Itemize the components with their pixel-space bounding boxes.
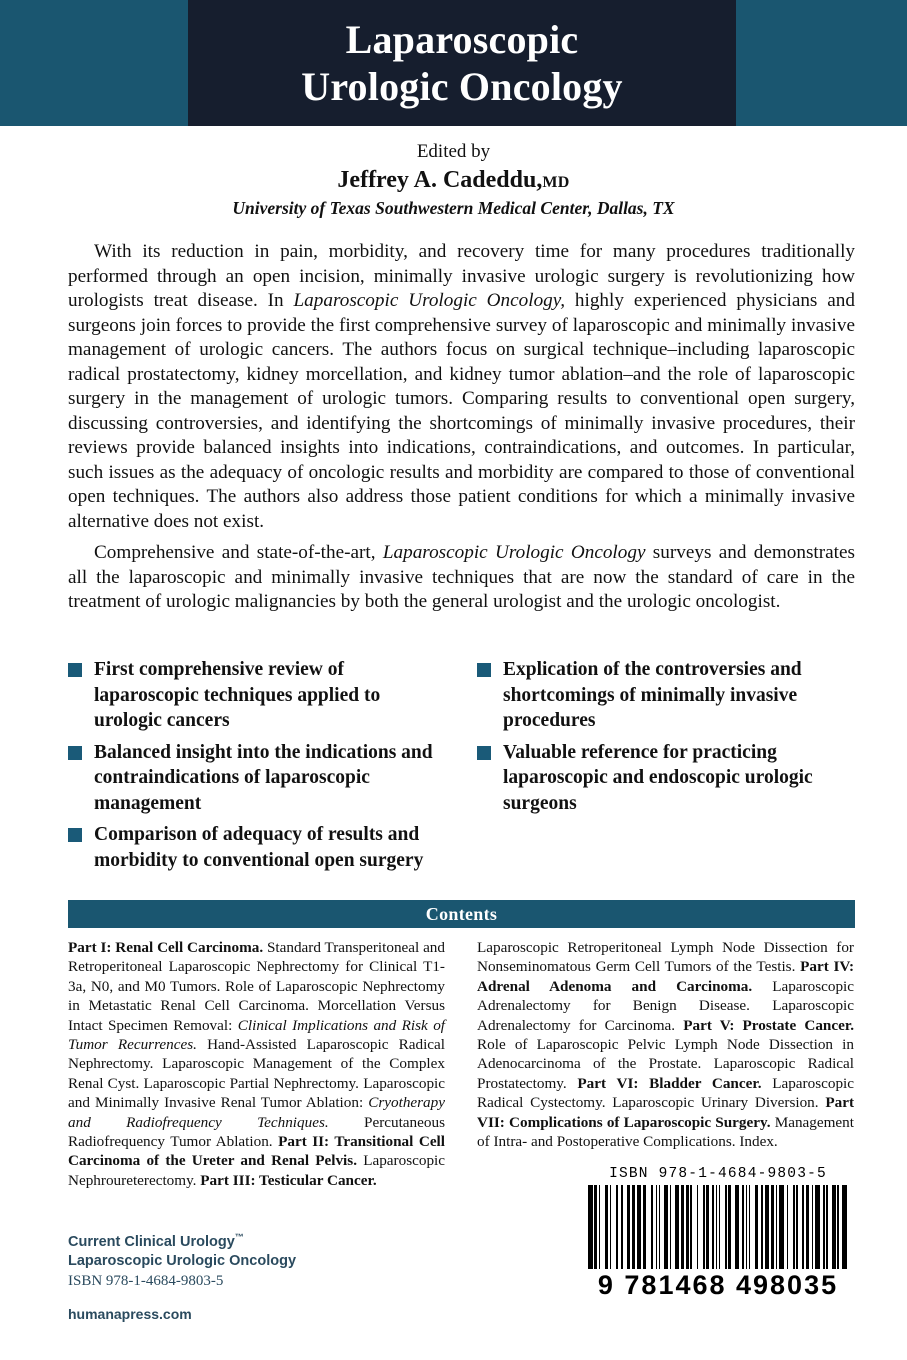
blurb-p2-part-b: surveys and demonstrates all the laparoscopic and minimally invasive techniques that are now the standard of care in the treatment of urologic malignancies by both the general urologist and the urologic oncologist. <box>68 542 855 612</box>
trademark-symbol: ™ <box>234 1232 244 1242</box>
contents-run: Clinical Implications and Risk of Tumor Recurrences. <box>68 1016 446 1054</box>
contents-run: Hand-Assisted Laparoscopic Radical Nephrectomy. Laparoscopic Management of the Complex Renal Cyst. Laparoscopic Partial Nephrectomy. Laparoscopic and Minimally Invasive Renal Tumor Ablation: <box>68 1036 445 1112</box>
blurb-p2-emphasis: Laparoscopic Urologic Oncology <box>382 542 646 563</box>
barcode-ean-digits: 9 781468 498035 <box>597 1270 839 1300</box>
footer-book-title: Laparoscopic Urologic Oncology <box>68 1252 297 1269</box>
feature-column-left <box>68 657 445 879</box>
square-bullet-icon <box>68 746 82 760</box>
square-bullet-icon <box>477 746 491 760</box>
barcode-bar <box>847 1185 849 1269</box>
contents-run: Part VII: Complications of Laparoscopic Surgery. <box>477 1094 854 1131</box>
feature-item <box>68 822 445 873</box>
series-name <box>68 1228 398 1252</box>
feature-item <box>477 657 854 734</box>
blurb-paragraph-2 <box>68 541 855 615</box>
contents-column-left <box>68 938 445 1190</box>
barcode-bars <box>588 1185 848 1269</box>
feature-column-right <box>477 657 854 879</box>
contents-run: Laparoscopic Radical Cystectomy. Laparoscopic Urinary Diversion. <box>477 1074 854 1112</box>
editor-affiliation: University of Texas Southwestern Medical Center, Dallas, TX <box>232 198 675 219</box>
publisher-website[interactable]: humanapress.com <box>68 1305 192 1322</box>
contents-run: Laparoscopic Nephroureterectomy. <box>68 1152 445 1189</box>
contents-run: Part V: Prostate Cancer. <box>683 1016 854 1034</box>
contents-run: Management of Intra- and Postoperative Complications. Index. <box>477 1113 854 1151</box>
contents-run: Percutaneous Radiofrequency Tumor Ablation. <box>68 1113 445 1151</box>
blurb-paragraph-1 <box>68 240 855 534</box>
contents-columns <box>68 938 855 1190</box>
blurb-p1-part-a: With its reduction in pain, morbidity, and recovery time for many procedures traditionally performed through an open incision, minimally invasive urologic surgery is revolutionizing how urologists treat disease. In <box>68 241 855 311</box>
contents-run: Part IV: Adrenal Adenoma and Carcinoma. <box>477 958 855 995</box>
contents-run: Part III: Testicular Cancer. <box>200 1171 377 1189</box>
editor-name-text: Jeffrey A. Cadeddu, <box>337 166 543 193</box>
contents-run: Part II: Transitional Cell Carcinoma of the Ureter and Renal Pelvis. <box>68 1133 445 1170</box>
feature-item <box>68 657 445 734</box>
footer-isbn: ISBN 978-1-4684-9803-5 <box>68 1272 224 1289</box>
contents-column-right <box>477 938 854 1190</box>
feature-text: First comprehensive review of laparoscopic techniques applied to urologic cancers <box>94 659 381 731</box>
square-bullet-icon <box>68 663 82 677</box>
blurb-text <box>68 240 855 615</box>
contents-run: Role of Laparoscopic Pelvic Lymph Node Dissection in Adenocarcinoma of the Prostate. Laparoscopic Radical Prostatectomy. <box>477 1036 854 1092</box>
feature-item <box>68 740 445 817</box>
contents-run: Standard Transperitoneal and Retroperitoneal Laparoscopic Nephrectomy for Clinical T1-3a, N0, and M0 Tumors. Role of Laparoscopic Nephrectomy in Metastatic Renal Cell Carcinoma. Morcellation Versus Intact Specimen Removal: <box>68 939 445 1034</box>
blurb-p1-emphasis: Laparoscopic Urologic Oncology, <box>293 290 566 311</box>
feature-text: Explication of the controversies and shortcomings of minimally invasive procedures <box>503 659 802 731</box>
square-bullet-icon <box>477 663 491 677</box>
contents-heading-label: Contents <box>425 903 498 924</box>
barcode-isbn-label: ISBN 978-1-4684-9803-5 <box>609 1166 827 1182</box>
contents-left-text <box>68 938 445 1190</box>
feature-text: Balanced insight into the indications and contraindications of laparoscopic management <box>94 741 433 814</box>
contents-run: Part I: Renal Cell Carcinoma. <box>68 939 264 956</box>
publisher-info <box>68 1228 398 1323</box>
contents-run: Laparoscopic Adrenalectomy for Benign Disease. Laparoscopic Adrenalectomy for Carcinoma. <box>477 977 854 1034</box>
editor-name <box>0 164 907 196</box>
contents-right-text <box>477 938 854 1151</box>
book-title-line-2: Urologic Oncology <box>301 64 623 109</box>
contents-heading-bar <box>68 900 855 928</box>
contents-run: Laparoscopic Retroperitoneal Lymph Node Dissection for Nonseminomatous Germ Cell Tumors of the Testis. <box>477 939 854 976</box>
blurb-p2-part-a: Comprehensive and state-of-the-art, <box>94 542 383 563</box>
square-bullet-icon <box>68 828 82 842</box>
header-band <box>0 0 907 126</box>
blurb-p1-part-b: highly experienced physicians and surgeons join forces to provide the first comprehensive survey of laparoscopic and minimally invasive management of urologic cancers. The authors focus on surgical technique–including laparoscopic radical prostatectomy, kidney morcellation, and kidney tumor ablation–and the role of laparoscopic surgery in the management of urologic tumors. Comparing results to conventional open surgery, discussing controversies, and identifying the shortcomings of minimally invasive procedures, their reviews provide balanced insights into indications, contraindications, and outcomes. In particular, such issues as the adequacy of oncologic results and morbidity are compared to those of conventional open techniques. The authors also address those patient conditions for which a minimally invasive alternative does not exist. <box>68 290 855 532</box>
feature-text: Comparison of adequacy of results and morbidity to conventional open surgery <box>94 824 424 871</box>
feature-text: Valuable reference for practicing laparoscopic and endoscopic urologic surgeons <box>503 741 813 814</box>
contents-run: Part VI: Bladder Cancer. <box>577 1074 762 1092</box>
editor-degree: MD <box>542 173 570 191</box>
barcode-block <box>588 1166 848 1301</box>
feature-bullets <box>68 657 855 879</box>
book-title-line-1: Laparoscopic <box>345 16 579 62</box>
title-block <box>188 0 736 126</box>
feature-item <box>477 740 854 817</box>
contents-run: Cryotherapy and Radiofrequency Techniques. <box>68 1094 445 1131</box>
editor-block <box>0 140 907 221</box>
edited-by-label: Edited by <box>416 141 491 162</box>
series-name-text: Current Clinical Urology <box>68 1233 235 1250</box>
